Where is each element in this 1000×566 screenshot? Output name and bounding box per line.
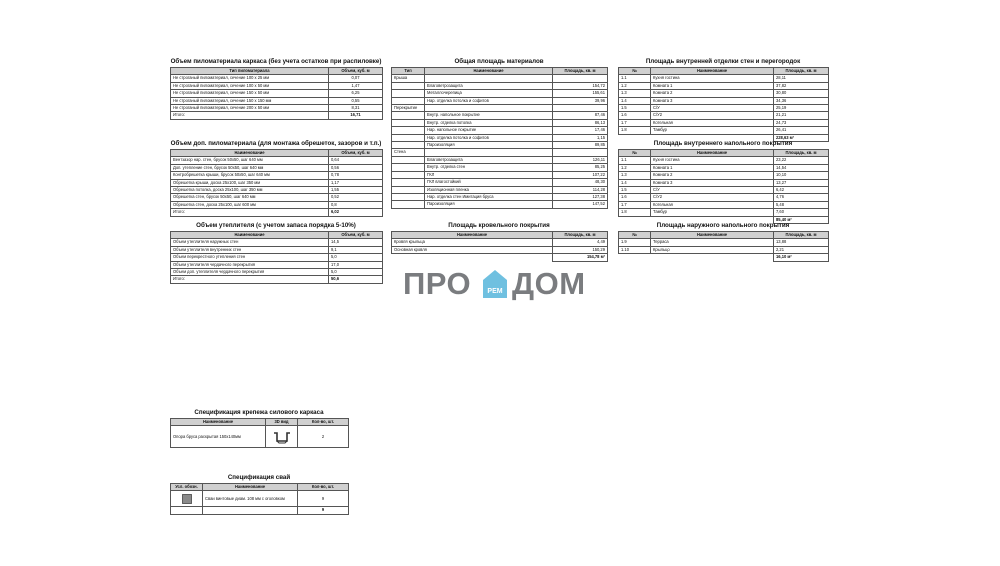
logo-subtext-rem: РЕМ bbox=[487, 288, 503, 295]
cell-value: 114,28 bbox=[553, 186, 608, 193]
fasteners-block bbox=[170, 409, 348, 448]
cell-value: 126,11 bbox=[553, 156, 608, 163]
table-row bbox=[619, 179, 829, 186]
total-row bbox=[619, 254, 829, 261]
cell-value: 4,49 bbox=[553, 239, 608, 246]
table-row bbox=[392, 239, 608, 246]
total-label: Итого: bbox=[171, 112, 329, 119]
interior-walls-block bbox=[618, 58, 828, 142]
column-header: Наименование bbox=[425, 68, 553, 75]
table-row bbox=[619, 97, 829, 104]
table-row bbox=[171, 261, 383, 268]
cell-num: 1.8 bbox=[619, 127, 651, 134]
cell-num: 1.1 bbox=[619, 75, 651, 82]
cell-name: Комната 2 bbox=[651, 90, 774, 97]
cell-name: Объем перекрестного утепления стен bbox=[171, 254, 329, 261]
column-header: № bbox=[619, 150, 651, 157]
cell-name: Котельная bbox=[651, 119, 774, 126]
cell-num: 1.6 bbox=[619, 194, 651, 201]
cell-name: Обрешетка потолка, доска 25x100, шаг 350 мм bbox=[171, 187, 329, 194]
column-header: № bbox=[619, 68, 651, 75]
column-header: Наименование bbox=[203, 484, 298, 491]
cell-value: 39,96 bbox=[553, 97, 608, 104]
table-row bbox=[392, 179, 608, 186]
cell-num: 1.1 bbox=[619, 157, 651, 164]
column-header: Площадь, кв. м bbox=[774, 150, 829, 157]
piles-block bbox=[170, 474, 348, 515]
exterior-floor-table bbox=[618, 231, 829, 262]
group-type: Перекрытие bbox=[392, 105, 425, 112]
table-row bbox=[392, 246, 608, 253]
table-row bbox=[392, 97, 608, 104]
cell-value: 34,36 bbox=[774, 97, 829, 104]
column-header: Наименование bbox=[651, 150, 774, 157]
roof-area-table bbox=[391, 231, 608, 262]
column-header: Кол-во, шт. bbox=[298, 419, 349, 426]
cell-value: 89,85 bbox=[553, 142, 608, 149]
total-row bbox=[171, 112, 383, 119]
table-row bbox=[619, 201, 829, 208]
table-row bbox=[171, 194, 383, 201]
cell-value: 23,22 bbox=[774, 157, 829, 164]
exterior-floor-title: Площадь наружного напольного покрытия bbox=[656, 222, 790, 229]
column-header: Наименование bbox=[171, 419, 266, 426]
table-row bbox=[171, 426, 349, 448]
cell-num: 1.3 bbox=[619, 172, 651, 179]
lumber-volume-title: Объем пиломатериала каркаса (без учета остатков при распиловке) bbox=[170, 58, 382, 65]
table-row bbox=[392, 171, 608, 178]
cell-value: 1,47 bbox=[329, 82, 383, 89]
table-row bbox=[171, 239, 383, 246]
interior-walls-title: Площадь внутренней отделки стен и перегородок bbox=[645, 58, 801, 65]
cell-name: Не строганый пиломатериал, сечение 100 x 50 мм bbox=[171, 82, 329, 89]
cell-value: 87,46 bbox=[553, 112, 608, 119]
table-row bbox=[171, 491, 349, 507]
fasteners-title: Спецификация крепежа силового каркаса bbox=[194, 409, 324, 416]
cell-name: Объем утеплителя внутренних стен bbox=[171, 246, 329, 253]
cell-value: 0,56 bbox=[329, 164, 383, 171]
cell-num: 1.4 bbox=[619, 97, 651, 104]
cell-value: 107,22 bbox=[553, 171, 608, 178]
cell-value: 1,15 bbox=[553, 134, 608, 141]
group-type: Стена bbox=[392, 149, 425, 156]
additional-lumber-table bbox=[170, 149, 383, 217]
column-header: Площадь, кв. м bbox=[774, 68, 829, 75]
cell-name: Внутр. отделка стен bbox=[425, 164, 553, 171]
table-row bbox=[392, 90, 608, 97]
cell-value: 155,61 bbox=[553, 90, 608, 97]
cell-name: Не строганый пиломатериал, сечение 150 x 150 мм bbox=[171, 97, 329, 104]
roof-area-title: Площадь кровельного покрытия bbox=[448, 222, 550, 229]
cell-name: Основная кровля bbox=[392, 246, 553, 253]
cell-name: Металлочерепица bbox=[425, 90, 553, 97]
column-header: Объем, куб. м bbox=[329, 68, 383, 75]
total-value: 6,02 bbox=[329, 209, 383, 216]
cell-name: Пароизоляция bbox=[425, 142, 553, 149]
cell-value: 6,42 bbox=[774, 187, 829, 194]
table-row bbox=[619, 127, 829, 134]
cell-value: 14,54 bbox=[774, 164, 829, 171]
cell-value: 127,38 bbox=[553, 193, 608, 200]
column-header: № bbox=[619, 232, 651, 239]
cell-name: Влаговетрозащита bbox=[425, 156, 553, 163]
cell-value: 85,25 bbox=[553, 164, 608, 171]
table-row bbox=[619, 157, 829, 164]
column-header: Наименование bbox=[651, 68, 774, 75]
cell-name: С/У bbox=[651, 105, 774, 112]
table-row bbox=[619, 239, 829, 246]
cell-value: 0,78 bbox=[329, 172, 383, 179]
insulation-block bbox=[170, 222, 382, 284]
cell-value: 13,27 bbox=[774, 179, 829, 186]
cell-name: Изоляционная пленка bbox=[425, 186, 553, 193]
table-row bbox=[171, 179, 383, 186]
total-value: 9 bbox=[298, 507, 349, 514]
cell-value: 6,25 bbox=[329, 90, 383, 97]
cell-num: 1.5 bbox=[619, 187, 651, 194]
table-row bbox=[171, 105, 383, 112]
materials-title: Общая площадь материалов bbox=[454, 58, 544, 65]
cell-value: 2,21 bbox=[774, 246, 829, 253]
cell-name: Кухня гостина bbox=[651, 157, 774, 164]
additional-lumber-block bbox=[170, 140, 382, 217]
group-row bbox=[392, 105, 608, 112]
cell-name: Комната 1 bbox=[651, 82, 774, 89]
table-row bbox=[619, 105, 829, 112]
column-header: Кол-во, шт. bbox=[298, 484, 349, 491]
cell-name: Крыльцо bbox=[651, 246, 774, 253]
cell-num: 1.3 bbox=[619, 90, 651, 97]
cell-num: 1.6 bbox=[619, 112, 651, 119]
cell-name: С/У2 bbox=[651, 112, 774, 119]
cell-value: 9,1 bbox=[329, 246, 383, 253]
logo-word-dom: ДОМ bbox=[512, 266, 586, 301]
cell-value: 0,55 bbox=[329, 97, 383, 104]
column-header: Тип bbox=[392, 68, 425, 75]
cell-value: 5,48 bbox=[774, 201, 829, 208]
cell-num: 1.7 bbox=[619, 119, 651, 126]
cell-value: 17,0 bbox=[329, 261, 383, 268]
table-row bbox=[392, 127, 608, 134]
roof-area-block bbox=[391, 222, 607, 262]
column-header: Площадь, кв. м bbox=[774, 232, 829, 239]
table-row bbox=[171, 157, 383, 164]
cell-value: 0,8 bbox=[329, 201, 383, 208]
column-header: 3D вид bbox=[266, 419, 298, 426]
piles-table bbox=[170, 483, 349, 515]
column-header: Наименование bbox=[171, 232, 329, 239]
table-row bbox=[392, 164, 608, 171]
cell-num: 1.9 bbox=[619, 239, 651, 246]
cell-name: Пароизоляция bbox=[425, 201, 553, 208]
table-row bbox=[171, 201, 383, 208]
joist-hanger-icon bbox=[273, 430, 291, 444]
cell-value: 86,13 bbox=[553, 119, 608, 126]
total-value: 16,10 м² bbox=[774, 254, 829, 261]
cell-value: 25,19 bbox=[774, 105, 829, 112]
cell-value: 154,72 bbox=[553, 82, 608, 89]
column-header: Площадь, кв. м bbox=[553, 68, 608, 75]
table-row bbox=[171, 269, 383, 276]
total-row bbox=[171, 276, 383, 283]
table-row bbox=[392, 193, 608, 200]
column-header: Наименование bbox=[651, 232, 774, 239]
cell-num: 1.10 bbox=[619, 246, 651, 253]
additional-lumber-title: Объем доп. пиломатериала (для монтажа обрешеток, зазоров и т.п.) bbox=[170, 140, 382, 147]
table-row bbox=[619, 90, 829, 97]
cell-name: Комната 1 bbox=[651, 164, 774, 171]
cell-num: 1.2 bbox=[619, 164, 651, 171]
cell-name: Котельная bbox=[651, 201, 774, 208]
table-row bbox=[392, 142, 608, 149]
cell-value: 150,29 bbox=[553, 246, 608, 253]
cell-3d-view bbox=[266, 426, 298, 448]
table-row bbox=[171, 187, 383, 194]
table-row bbox=[619, 119, 829, 126]
cell-name: Опора бруса раскрытая 150x140мм bbox=[171, 426, 266, 448]
cell-name: Внутр. напольное покрытие bbox=[425, 112, 553, 119]
cell-name: Комната 3 bbox=[651, 179, 774, 186]
cell-name: Доп. утепление стен, брусок 50x50, шаг 640 мм bbox=[171, 164, 329, 171]
cell-num: 1.2 bbox=[619, 82, 651, 89]
table-row bbox=[619, 209, 829, 216]
cell-value: 26,41 bbox=[774, 127, 829, 134]
cell-value: 17,46 bbox=[553, 127, 608, 134]
column-header: Наименование bbox=[171, 150, 329, 157]
insulation-table bbox=[170, 231, 383, 284]
interior-walls-table bbox=[618, 67, 829, 142]
cell-name: Влаговетрозащита bbox=[425, 82, 553, 89]
table-row bbox=[392, 119, 608, 126]
cell-name: Обрешетка крыши, доска 25x100, шаг 350 мм bbox=[171, 179, 329, 186]
cell-name: Не строганый пиломатериал, сечение 100 x 25 мм bbox=[171, 75, 329, 82]
table-row bbox=[171, 164, 383, 171]
materials-block bbox=[391, 58, 607, 209]
total-value: 50,6 bbox=[329, 276, 383, 283]
cell-name: Не строганый пиломатериал, сечение 150 x 50 мм bbox=[171, 90, 329, 97]
cell-value: 7,60 bbox=[774, 209, 829, 216]
group-type: Крыша bbox=[392, 75, 425, 82]
table-row bbox=[171, 246, 383, 253]
table-row bbox=[619, 112, 829, 119]
cell-value: 5,0 bbox=[329, 269, 383, 276]
cell-name: Тамбур bbox=[651, 127, 774, 134]
total-label: Итого: bbox=[171, 276, 329, 283]
cell-name: Терраса bbox=[651, 239, 774, 246]
total-value: 154,78 м² bbox=[553, 254, 608, 261]
table-row bbox=[619, 75, 829, 82]
table-row bbox=[619, 246, 829, 253]
fasteners-table bbox=[170, 418, 349, 448]
cell-name: Не строганый пиломатериал, сечение 200 x 50 мм bbox=[171, 105, 329, 112]
cell-name: Кухня гостина bbox=[651, 75, 774, 82]
materials-table bbox=[391, 67, 608, 209]
lumber-volume-block bbox=[170, 58, 382, 120]
cell-value: 0,07 bbox=[329, 75, 383, 82]
total-row bbox=[171, 507, 349, 514]
interior-floor-title: Площадь внутреннего напольного покрытия bbox=[653, 140, 793, 147]
cell-name: Нар. напольное покрытие bbox=[425, 127, 553, 134]
cell-name: Объем утеплителя наружных стен bbox=[171, 239, 329, 246]
cell-num: 1.5 bbox=[619, 105, 651, 112]
cell-value: 1,17 bbox=[329, 179, 383, 186]
table-row bbox=[619, 164, 829, 171]
cell-value: 48,30 bbox=[553, 179, 608, 186]
table-row bbox=[619, 172, 829, 179]
cell-name: Объем утеплителя чердачного перекрытия bbox=[171, 261, 329, 268]
cell-name: ГКЛ влагостойкий bbox=[425, 179, 553, 186]
table-row bbox=[392, 186, 608, 193]
cell-qty: 2 bbox=[298, 426, 349, 448]
total-label: Итого: bbox=[171, 209, 329, 216]
cell-value: 13,88 bbox=[774, 239, 829, 246]
interior-floor-table bbox=[618, 149, 829, 224]
total-row bbox=[392, 254, 608, 261]
cell-name: Обрешетка стен, брусок 50x50, шаг 640 мм bbox=[171, 194, 329, 201]
table-row bbox=[392, 201, 608, 208]
total-row bbox=[171, 209, 383, 216]
column-header: Объем, куб. м bbox=[329, 150, 383, 157]
column-header: Тип пиломатериала bbox=[171, 68, 329, 75]
cell-qty: 9 bbox=[298, 491, 349, 507]
table-row bbox=[171, 254, 383, 261]
cell-name: С/У bbox=[651, 187, 774, 194]
cell-num: 1.7 bbox=[619, 201, 651, 208]
cell-num: 1.4 bbox=[619, 179, 651, 186]
cell-value: 1,55 bbox=[329, 187, 383, 194]
cell-value: 8,31 bbox=[329, 105, 383, 112]
cell-value: 21,21 bbox=[774, 112, 829, 119]
table-row bbox=[392, 134, 608, 141]
table-row bbox=[619, 187, 829, 194]
group-row bbox=[392, 75, 608, 82]
table-row bbox=[171, 172, 383, 179]
interior-floor-block bbox=[618, 140, 828, 224]
cell-name: С/У2 bbox=[651, 194, 774, 201]
cell-value: 5,0 bbox=[329, 254, 383, 261]
cell-symbol bbox=[171, 491, 203, 507]
table-row bbox=[171, 75, 383, 82]
table-row bbox=[392, 156, 608, 163]
table-row bbox=[171, 97, 383, 104]
cell-name: Сваи винтовые диам. 108 мм с оголовком bbox=[203, 491, 298, 507]
table-row bbox=[171, 90, 383, 97]
cell-value: 147,52 bbox=[553, 201, 608, 208]
cell-value: 14,5 bbox=[329, 239, 383, 246]
cell-name: Контробрешетка крыши, брусок 50x50, шаг 640 мм bbox=[171, 172, 329, 179]
cell-name: Тамбур bbox=[651, 209, 774, 216]
piles-title: Спецификация свай bbox=[227, 474, 291, 481]
cell-name: Вентзазор нар. стен, брусок 50x50, шаг 640 мм bbox=[171, 157, 329, 164]
cell-value: 0,52 bbox=[329, 194, 383, 201]
cell-name: Нар. отделка стен Имитация бруса bbox=[425, 193, 553, 200]
cell-name: Объем доп. утеплителя чердачного перекрытия bbox=[171, 269, 329, 276]
table-row bbox=[171, 82, 383, 89]
cell-name: Кровля крыльца bbox=[392, 239, 553, 246]
prodom-logo bbox=[403, 267, 603, 301]
lumber-volume-table bbox=[170, 67, 383, 120]
cell-name: ГКЛ bbox=[425, 171, 553, 178]
total-value: 16,71 bbox=[329, 112, 383, 119]
cell-value: 30,80 bbox=[774, 90, 829, 97]
cell-name: Комната 2 bbox=[651, 172, 774, 179]
cell-value: 0,64 bbox=[329, 157, 383, 164]
total-value: 228,63 м² bbox=[774, 134, 829, 141]
cell-value: 4,76 bbox=[774, 194, 829, 201]
cell-name: Нар. отделка потолка и софитов bbox=[425, 97, 553, 104]
table-row bbox=[619, 82, 829, 89]
column-header: Усл. обозн. bbox=[171, 484, 203, 491]
cell-name: Внутр. отделка потолка bbox=[425, 119, 553, 126]
cell-num: 1.8 bbox=[619, 209, 651, 216]
table-row bbox=[619, 194, 829, 201]
cell-name: Комната 3 bbox=[651, 97, 774, 104]
group-row bbox=[392, 149, 608, 156]
column-header: Площадь, кв. м bbox=[553, 232, 608, 239]
cell-value: 28,11 bbox=[774, 75, 829, 82]
column-header: Наименование bbox=[392, 232, 553, 239]
pile-symbol-icon bbox=[182, 494, 192, 504]
table-row bbox=[392, 82, 608, 89]
insulation-title: Объем утеплителя (с учетом запаса порядка 5-10%) bbox=[196, 222, 356, 229]
exterior-floor-block bbox=[618, 222, 828, 262]
cell-name: Нар. отделка потолка и софитов bbox=[425, 134, 553, 141]
cell-name: Обрешетка стен, доска 25x100, шаг 600 мм bbox=[171, 201, 329, 208]
cell-value: 10,10 bbox=[774, 172, 829, 179]
total-value: 85,40 м² bbox=[774, 216, 829, 223]
cell-value: 37,82 bbox=[774, 82, 829, 89]
cell-value: 24,73 bbox=[774, 119, 829, 126]
table-row bbox=[392, 112, 608, 119]
logo-word-pro: ПРО bbox=[403, 266, 472, 301]
column-header: Объем, куб. м bbox=[329, 232, 383, 239]
